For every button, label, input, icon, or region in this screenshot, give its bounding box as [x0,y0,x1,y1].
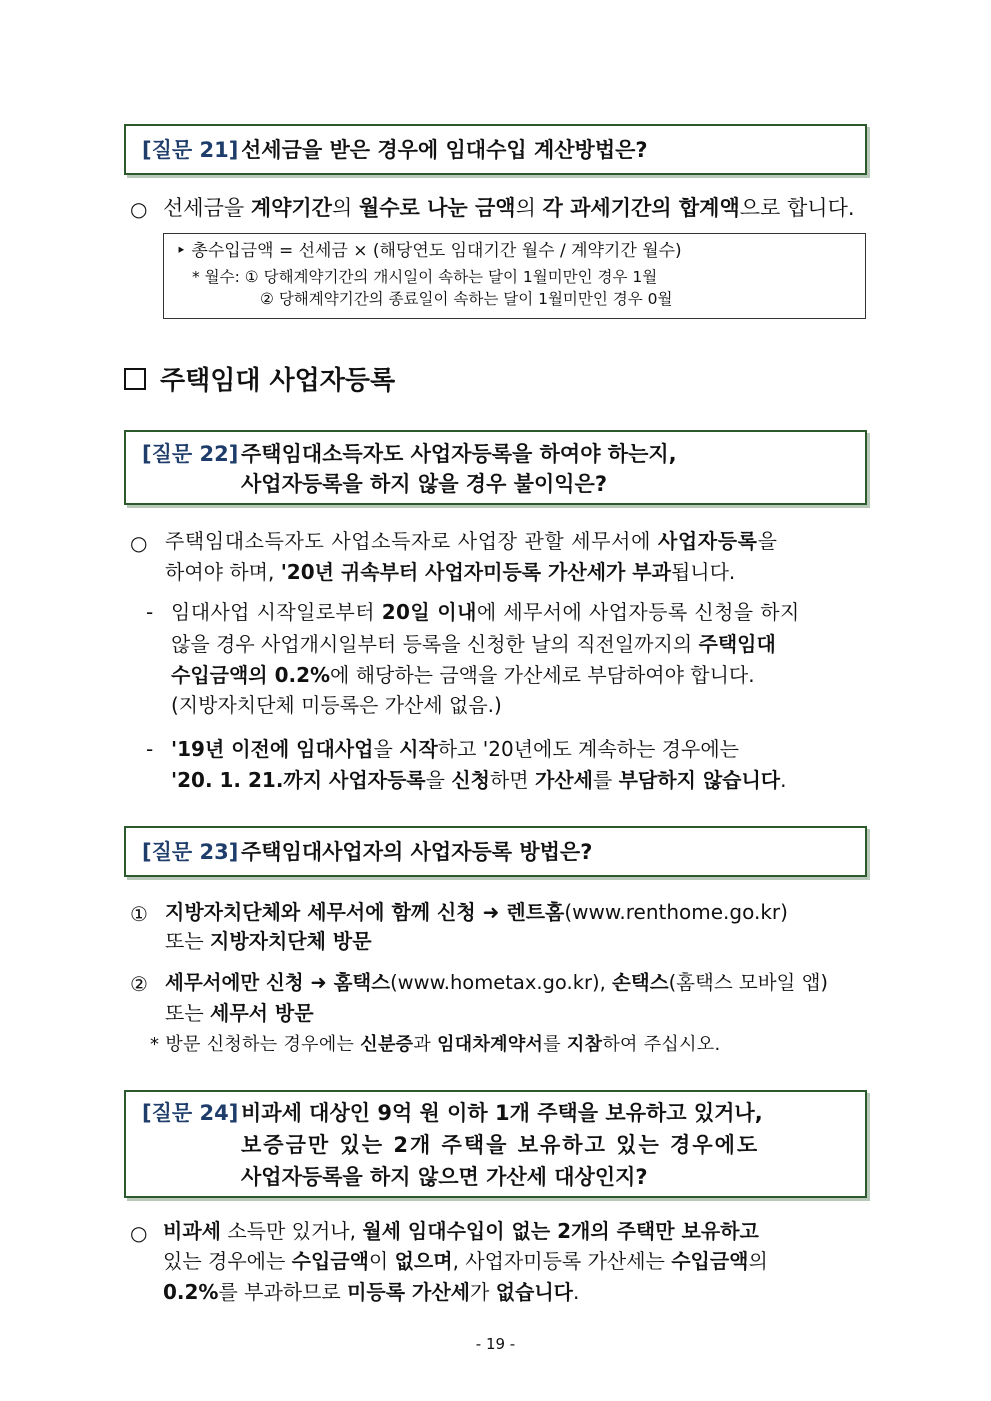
question-tag: [질문 24] [142,1101,239,1125]
section-title: 주택임대 사업자등록 [160,366,396,396]
page-number: - 19 - [475,1335,516,1353]
formula-line-1: ‣ 총수입금액 = 선세금 × (해당연도 임대기간 월수 / 계약기간 월수) [176,241,682,261]
answer-22-line-1: 주택임대소득자도 사업소득자로 사업장 관할 세무서에 사업자등록을 [165,529,778,553]
answer-22-dash-1-line-2: 않을 경우 사업개시일부터 등록을 신청한 날의 직전일까지의 주택임대 [171,632,776,656]
question-title-line-2: 사업자등록을 하지 않을 경우 불이익은? [241,472,608,496]
bullet-circle: ○ [130,1221,148,1245]
bullet-circle: ○ [130,197,148,221]
answer-23-item-1-line-1: 지방자치단체와 세무서에 함께 신청 ➜ 렌트홈(www.renthome.go.kr) [165,900,788,924]
formula-line-2: * 월수: ① 당해계약기간의 개시일이 속하는 달이 1월미만인 경우 1월 [192,268,658,286]
question-tag: [질문 23] [142,840,239,864]
question-24-box [124,1090,867,1198]
answer-21-text: 선세금을 계약기간의 월수로 나눈 금액의 각 과세기간의 합계액으로 합니다. [163,196,855,220]
formula-line-3: ② 당해계약기간의 종료일이 속하는 달이 1월미만인 경우 0월 [260,290,673,308]
answer-23-note: * 방문 신청하는 경우에는 신분증과 임대차계약서를 지참하여 주십시오. [150,1034,721,1055]
answer-22-dash-2-line-2: '20. 1. 21.까지 사업자등록을 신청하면 가산세를 부담하지 않습니다. [171,768,787,792]
question-title-line-3: 사업자등록을 하지 않으면 가산세 대상인지? [241,1165,648,1189]
formula-box [163,233,866,319]
question-21-box [124,124,867,175]
question-title-line-1: 주택임대소득자도 사업자등록을 하여야 하는지, [241,442,677,466]
section-heading [124,360,395,397]
answer-24-line-1: 비과세 소득만 있거나, 월세 임대수입이 없는 2개의 주택만 보유하고 [163,1219,759,1243]
question-title: 선세금을 받은 경우에 임대수입 계산방법은? [241,138,648,162]
answer-22-dash-2-line-1: '19년 이전에 임대사업을 시작하고 '20년에도 계속하는 경우에는 [171,737,739,761]
answer-24-line-2: 있는 경우에는 수입금액이 없으며, 사업자미등록 가산세는 수입금액의 [163,1249,768,1273]
question-title-line-1: 비과세 대상인 9억 원 이하 1개 주택을 보유하고 있거나, [241,1101,763,1125]
answer-23-item-2-line-1: 세무서에만 신청 ➜ 홈택스(www.hometax.go.kr), 손택스(홈택스 모바일 앱) [165,971,829,994]
dash-marker: - [146,600,154,624]
answer-23-item-1-line-2: 또는 지방자치단체 방문 [165,929,372,953]
question-22-box [124,430,867,505]
answer-22-dash-1-line-3: 수입금액의 0.2%에 해당하는 금액을 가산세로 부담하여야 합니다. [171,663,755,687]
answer-24-line-3: 0.2%를 부과하므로 미등록 가산세가 없습니다. [163,1280,580,1304]
checkbox-square-icon [124,368,146,390]
bullet-circle: ○ [130,531,148,555]
question-tag: [질문 22] [142,442,239,466]
answer-22-dash-1-line-4: (지방자치단체 미등록은 가산세 없음.) [171,693,502,717]
answer-22-dash-1-line-1: 임대사업 시작일로부터 20일 이내에 세무서에 사업자등록 신청을 하지 [171,600,800,624]
dash-marker: - [146,737,154,761]
question-title: 주택임대사업자의 사업자등록 방법은? [241,840,593,864]
answer-23-item-2-line-2: 또는 세무서 방문 [165,1001,314,1025]
answer-22-line-2: 하여야 하며, '20년 귀속부터 사업자미등록 가산세가 부과됩니다. [165,560,736,584]
question-tag: [질문 21] [142,138,239,162]
question-23-box [124,826,867,877]
question-title-line-2: 보증금만 있는 2개 주택을 보유하고 있는 경우에도 [241,1133,760,1157]
item-number: ② [130,972,148,996]
item-number: ① [130,902,148,926]
